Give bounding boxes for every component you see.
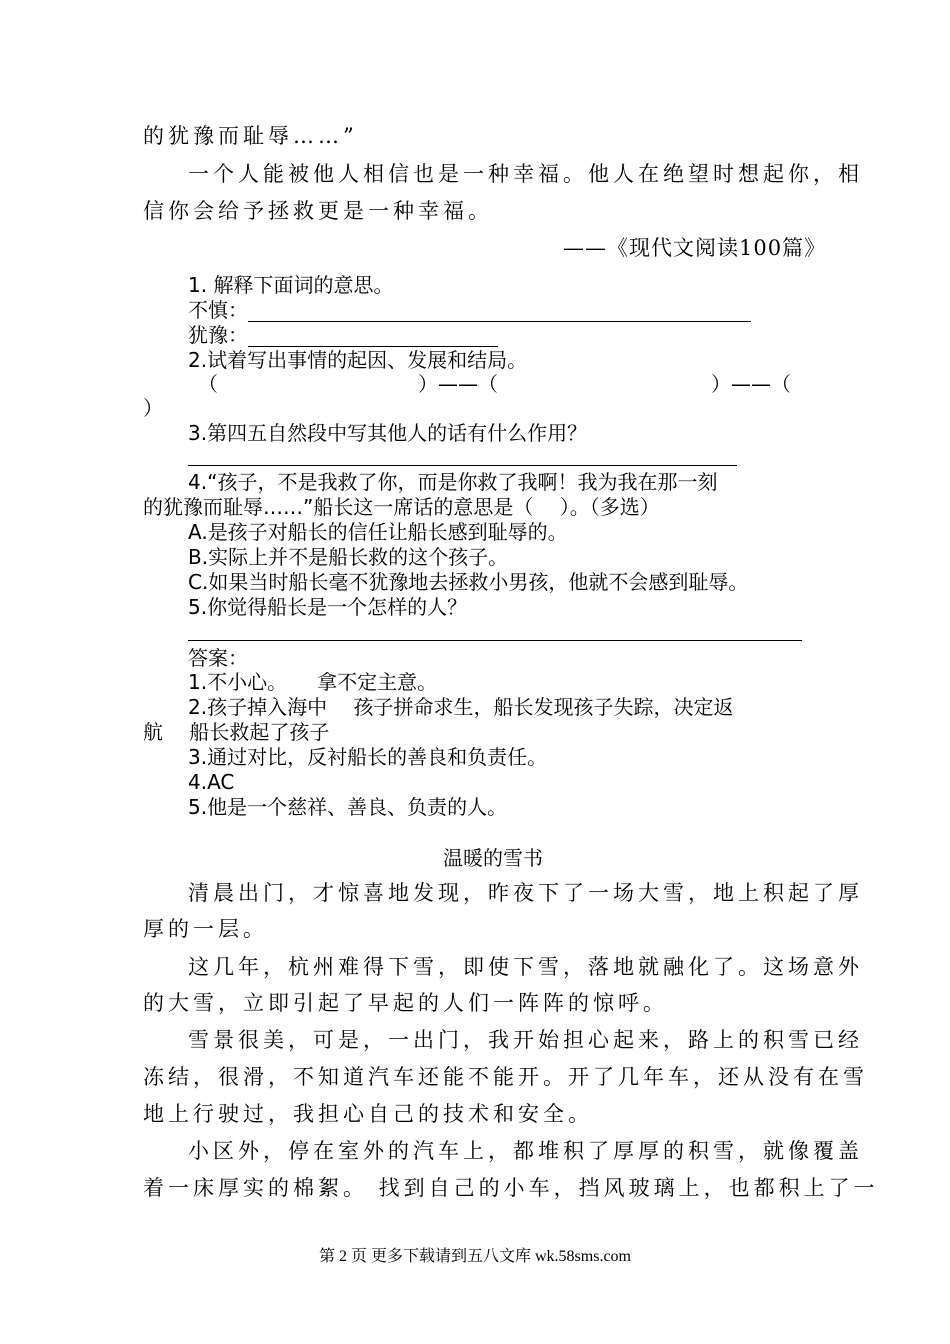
article-line: 地上行驶过，我担心自己的技术和安全。: [143, 1102, 593, 1126]
answer-3: 3.通过对比，反衬船长的善良和负责任。: [188, 745, 548, 769]
answer-5: 5.他是一个慈祥、善良、负责的人。: [188, 795, 508, 819]
question-4-line-2: 的犹豫而耻辱……”船长这一席话的意思是（ ）。（多选）: [143, 495, 660, 519]
article-line: 厚的一层。: [143, 917, 268, 941]
option-a: A.是孩子对船长的信任让船长感到耻辱的。: [188, 520, 568, 544]
story-line: 信你会给予拯救更是一种幸福。: [143, 199, 493, 223]
paren-close: ）: [143, 396, 163, 420]
answer-blank: [248, 326, 498, 347]
question-2: 2.试着写出事情的起因、发展和结局。: [188, 348, 528, 372]
article-line: 小区外，停在室外的汽车上，都堆积了厚厚的积雪，就像覆盖: [188, 1139, 863, 1163]
paren-close-dash: ）——（: [418, 372, 498, 396]
answers-label: 答案：: [188, 646, 248, 670]
paren-open: （: [198, 372, 218, 396]
answer-2-line-2: 航 船长救起了孩子: [143, 720, 330, 744]
article-line: 这几年，杭州难得下雪，即使下雪，落地就融化了。这场意外: [188, 955, 863, 979]
question-4-line-1: 4.“孩子，不是我救了你，而是你救了我啊！我为我在那一刻: [188, 470, 718, 494]
word-label: 不慎：: [188, 298, 248, 322]
question-3: 3.第四五自然段中写其他人的话有什么作用？: [188, 421, 588, 445]
article-line: 冻结，很滑，不知道汽车还能不能开。开了几年车，还从没有在雪: [143, 1065, 868, 1089]
article-title: 温暖的雪书: [443, 846, 543, 870]
story-line: 的犹豫而耻辱……”: [143, 124, 358, 148]
question-5: 5.你觉得船长是一个怎样的人？: [188, 595, 468, 619]
answer-line: [188, 465, 737, 466]
option-c: C.如果当时船长毫不犹豫地去拯救小男孩，他就不会感到耻辱。: [188, 570, 749, 594]
answer-4: 4.AC: [188, 770, 235, 794]
answer-line: [188, 640, 802, 641]
article-line: 雪景很美，可是，一出门，我开始担心起来，路上的积雪已经: [188, 1028, 863, 1052]
page-footer: 第 2 页 更多下载请到五八文库 wk.58sms.com: [318, 1248, 631, 1265]
option-b: B.实际上并不是船长救的这个孩子。: [188, 545, 509, 569]
paren-close-dash: ）——（: [711, 372, 791, 396]
question-1: 1. 解释下面词的意思。: [188, 273, 394, 297]
article-line: 的大雪，立即引起了早起的人们一阵阵的惊呼。: [143, 991, 668, 1015]
story-source: ——《现代文阅读100篇》: [563, 236, 827, 260]
answer-1: 1.不小心。 拿不定主意。: [188, 670, 438, 694]
answer-blank: [248, 301, 751, 322]
story-line: 一个人能被他人相信也是一种幸福。他人在绝望时想起你，相: [188, 162, 863, 186]
article-line: 着一床厚实的棉絮。 找到自己的小车，挡风玻璃上，也都积上了一: [143, 1176, 879, 1200]
question-1-word-1: [188, 298, 751, 322]
answer-2-line-1: 2.孩子掉入海中 孩子拼命求生，船长发现孩子失踪，决定返: [188, 695, 734, 719]
article-line: 清晨出门，才惊喜地发现，昨夜下了一场大雪，地上积起了厚: [188, 881, 863, 905]
word-label: 犹豫：: [188, 323, 248, 347]
question-1-word-2: [188, 323, 498, 347]
